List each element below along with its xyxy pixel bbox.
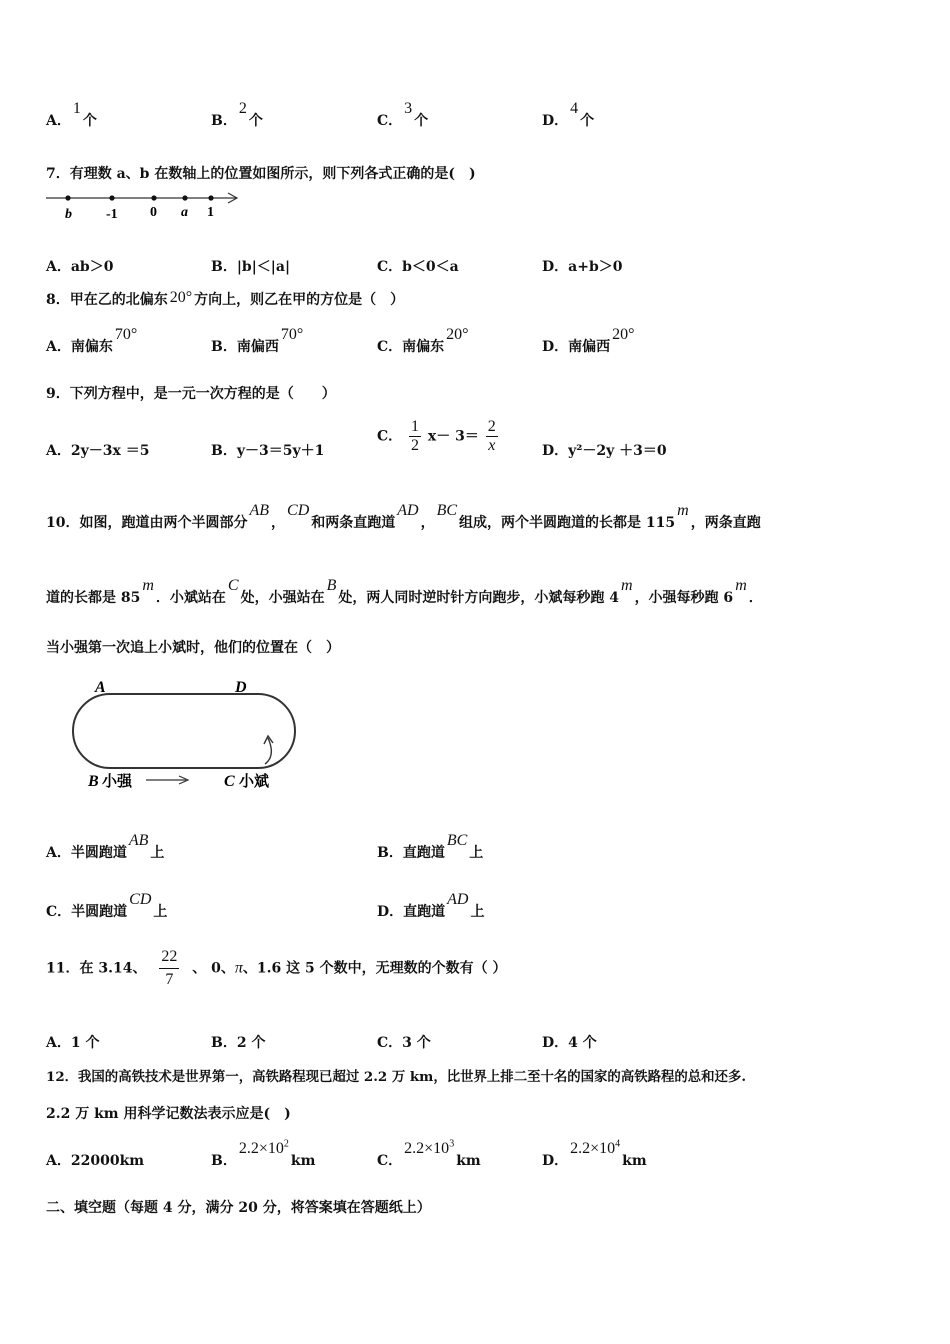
q8-option-b: B．南偏西70° bbox=[211, 326, 304, 355]
q12-option-d: D．$2.2\times 10^4km$ bbox=[542, 1138, 647, 1169]
label-xiaoqiang: 小强 bbox=[102, 774, 133, 790]
q6-option-a: A．1个 bbox=[46, 100, 97, 129]
label-A: A bbox=[95, 679, 106, 696]
point-one bbox=[208, 195, 213, 200]
q6-option-b: B．2个 bbox=[211, 100, 263, 129]
q7-option-d: D．a+b＞0 bbox=[542, 259, 623, 275]
point-b bbox=[65, 195, 70, 200]
label-C: C bbox=[224, 773, 235, 790]
q12-option-a: A．22000km bbox=[46, 1153, 145, 1169]
q10-track-figure bbox=[62, 672, 302, 798]
fraction-22-over-7: $\frac{22}{7}$ bbox=[161, 948, 178, 988]
point-a bbox=[182, 195, 187, 200]
section-2-heading: 二、填空题（每题 4 分，满分 20 分，将答案填在答题纸上） bbox=[46, 1200, 431, 1216]
q10-line-3: 当小强第一次追上小斌时，他们的位置在（ ） bbox=[46, 640, 340, 656]
q9-stem: 9．下列方程中，是一元一次方程的是（ ） bbox=[46, 386, 336, 402]
running-track bbox=[73, 694, 295, 768]
q7-option-b: B．|b|＜|a| bbox=[211, 259, 291, 275]
q9-option-b: B．y－3＝5y＋1 bbox=[211, 443, 325, 459]
q10-line-1: 10．如图，跑道由两个半圆部分AB，CD和两条直跑道AD，BC组成，两个半圆跑道的长都是 115m，两条直跑 bbox=[46, 502, 761, 531]
q10-option-d: D．直跑道AD上 bbox=[377, 891, 485, 920]
direction-arrow-curve bbox=[265, 738, 271, 764]
label-one: 1 bbox=[207, 205, 214, 220]
label-a: a bbox=[181, 205, 188, 220]
q11-stem: 11．在 3.14、 $\frac{22}{7}$ 、 0、π、1.6 这 5 个数中，无理数的个数有（ ） bbox=[46, 946, 506, 991]
q12-option-b: B．$2.2\times 10^2km$ bbox=[211, 1138, 316, 1169]
q7-stem: 7．有理数 a、b 在数轴上的位置如图所示，则下列各式正确的是( ) bbox=[46, 166, 476, 182]
q12-line-1: 12．我国的高铁技术是世界第一，高铁路程现已超过 2.2 万 km，比世界上排二至十名的国家的高铁路程的总和还多. bbox=[46, 1069, 746, 1085]
fraction-two-over-x: $\frac{2}{x}$ bbox=[487, 418, 496, 454]
q7-option-a: A．ab＞0 bbox=[46, 259, 114, 275]
q10-option-a: A．半圆跑道AB上 bbox=[46, 832, 165, 861]
label-minus-one: -1 bbox=[106, 207, 118, 222]
q6-option-c: C．3个 bbox=[377, 100, 429, 129]
label-D: D bbox=[235, 679, 247, 696]
fraction-one-half: $\frac{1}{2}$ bbox=[411, 418, 420, 454]
q12-option-c: C．$2.2\times 10^3km$ bbox=[377, 1138, 481, 1169]
point-minus-one bbox=[109, 195, 114, 200]
q10-option-b: B．直跑道BC上 bbox=[377, 832, 484, 861]
q11-option-c: C．3 个 bbox=[377, 1035, 431, 1051]
q10-option-c: C．半圆跑道CD上 bbox=[46, 891, 168, 920]
label-B: B bbox=[88, 773, 99, 790]
q7-option-c: C．b＜0＜a bbox=[377, 259, 459, 275]
q12-line-2: 2.2 万 km 用科学记数法表示应是( ) bbox=[46, 1106, 291, 1122]
q8-option-a: A．南偏东70° bbox=[46, 326, 138, 355]
q6-option-d: D．4个 bbox=[542, 100, 595, 129]
label-zero: 0 bbox=[150, 205, 157, 220]
point-zero bbox=[151, 195, 156, 200]
q7-number-line bbox=[44, 186, 244, 222]
q9-option-a: A．2y－3x ＝5 bbox=[46, 443, 150, 459]
label-b: b bbox=[65, 207, 72, 222]
q8-option-c: C．南偏东20° bbox=[377, 326, 469, 355]
q8-option-d: D．南偏西20° bbox=[542, 326, 635, 355]
q11-option-b: B．2 个 bbox=[211, 1035, 266, 1051]
q9-option-c: C． $\frac{1}{2}$ x－ 3＝ $\frac{2}{x}$ bbox=[377, 418, 496, 454]
q11-option-d: D．4 个 bbox=[542, 1035, 597, 1051]
q10-line-2: 道的长都是 85m．小斌站在C处，小强站在B处，两人同时逆时针方向跑步，小斌每秒跑 4m，小强每秒跑 6m． bbox=[46, 577, 763, 606]
q11-option-a: A．1 个 bbox=[46, 1035, 100, 1051]
label-xiaobin: 小斌 bbox=[239, 774, 270, 790]
q8-stem: 8．甲在乙的北偏东 20° 方向上，则乙在甲的方位是（ ） bbox=[46, 289, 405, 308]
q9-option-d: D．y²－2y ＋3＝0 bbox=[542, 443, 667, 459]
